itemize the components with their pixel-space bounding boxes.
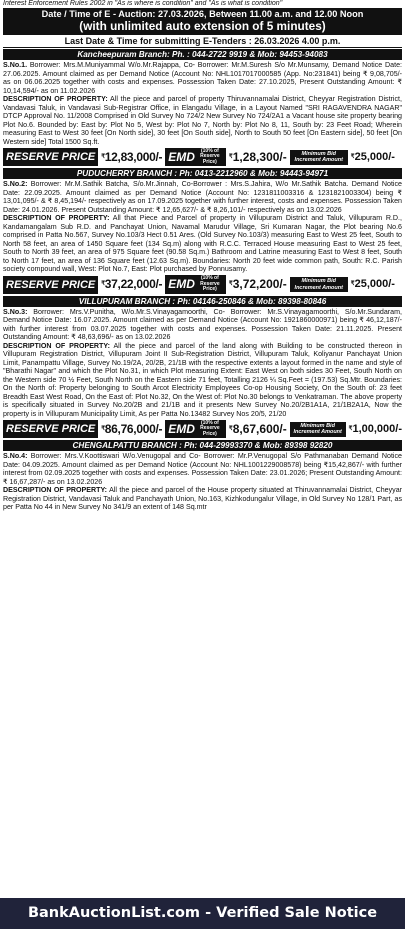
serial-number: S.No.4: [3,452,28,460]
branch-header: PUDUCHERRY BRANCH : Ph: 0413-2212960 & Mob: 94443-94971 [3,168,402,179]
reserve-price-label: RESERVE PRICE [3,148,98,166]
emd-label: EMD (10% of Reserve Price) [165,420,226,439]
reserve-price-value: ₹86,76,000/- [101,421,163,436]
serial-number: S.No.3: [3,307,28,316]
min-bid-label: Minimum Bid Increment Amount [290,150,348,165]
footer-banner: BankAuctionList.com - Verified Sale Notice [0,898,405,929]
description-heading: DESCRIPTION OF PROPERTY: [3,486,108,494]
emd-label: EMD (10% of Reserve Price) [165,275,226,294]
property-description: All the piece and parcel of the House property situated at Thiruvannamalai District, Cheyyar Registration District, Vandavasi Taluk and Panchayath Union, No.163, Kizhkodungalur Village, in Old Survey No 128/1 Part, as per Patta No 44 in New Survey No 341/9 an extent of 148 Sq.mtr [3,486,402,511]
description-heading: DESCRIPTION OF PROPERTY: [3,214,110,222]
property-item [3,452,402,512]
last-date-line: Last Date & Time for submitting E-Tenders : 26.03.2026 4.00 p.m. [3,35,402,48]
min-bid-label: Minimum Bid Increment Amount [290,277,348,292]
serial-number: S.No.2: [3,180,28,188]
emd-value: ₹3,72,200/- [228,277,287,292]
min-bid-label: Minimum Bid Increment Amount [290,422,346,437]
reserve-price-label: RESERVE PRICE [3,276,98,294]
emd-label: EMD (10% of Reserve Price) [165,148,226,167]
min-bid-value: ₹1,00,000/- [348,422,402,435]
branch-header: VILLUPURAM BRANCH : Ph: 04146-250846 & Mob: 89398-80846 [3,296,402,307]
description-heading: DESCRIPTION OF PROPERTY: [3,95,108,103]
price-row [3,275,402,295]
property-item [3,308,402,419]
borrower-details: Borrower: Mrs.V.Punitha, W/o.Mr.S.Vinayagamoorthi, Co- Borrower: Mr.S.Vinayagamoorthi, S/o.Mr.Sundaram, Demand Notice Date: 16.07.2025. Amount claimed as per Demand Notice (Account No: 1921860000971) being ₹ 46,12,187/- with further interest from 03.07.2025 together with costs and expenses. Possession Taken Date: 21.11.2025. Present Outstanding Amount: ₹ 48,63,696/- as on 13.02.2026 [3,307,402,341]
borrower-details: Borrower: Mrs.V.Koottiswari W/o.Venugopal and Co- Borrower: Mr.P.Venugopal S/o Pathmanaban Demand Notice Date: 04.09.2025. Amount claimed as per Demand Notice (Account No: NHL1001229008578) being ₹15,42,867/- with further interest from 02.09.2025 together with costs and expenses. Possession Taken Date: 23.01.2026; Present Outstanding Amount: ₹ 16,67,287/- as on 13.02.2026 [3,452,402,486]
reserve-price-value: ₹12,83,000/- [101,149,163,164]
notice-top-line: Interest Enforcement Rules 2002 in "As is where is condition" and "As is what is condition" [3,0,283,7]
borrower-details: Borrower: Mrs.M.Muniyammal W/o.Mr.Rajappa, Co- Borrower: Mr.M.Suresh S/o Mr.Munsamy, Demand Notice Date: 27.06.2025. Amount claimed as per Demand Notice (Account No: NHL1017017000585 (App. No:231841) being ₹ 9,08,705/- as on 06.06.2025 together with costs and expenses. Possession Taken Date: 27.10.2025, Present Outstanding Amount: ₹ 10,14,594/- as on 11.02.2026 [3,61,402,95]
property-description: All that Piece and Parcel of property in Villupuram District and Taluk, Villupuram R.D., Kandamangalam Sub R.D. and Panchayat Union, Navamal Marudur Village, Sri Kumaran Nagar, the Plot bearing No.6 comprised in Patta No.567, Survey No.103/3 Hect 0.51 Ares. (Old Survey No.103/3) measuring East to West 25 feet, South to North 58 feet, an area of 1450 Square feet (134 Sq.m) along with R.C.C. Terraced House measuring East to West 25 feet, South to North 39 feet, an area of 975 Square feet (90.58 Sq.m.) Bathroom and Latrine measuring East to West 8 feet, South to North 17 feet, an area of 136 Square feet (12.63 Sq.m). Boundaries: North 20 feet wide common path, South: R.C. Parish society compound wall, West: Plot No.7, East: Plot purchased by Ponnusamy. [3,214,402,273]
serial-number: S.No.1. [3,61,28,69]
reserve-price-label: RESERVE PRICE [3,420,98,438]
emd-value: ₹1,28,300/- [228,149,287,164]
branch-header: Kancheepuram Branch: Ph. : 044-2722 9919 & Mob: 94453-94083 [3,49,402,60]
min-bid-value: ₹25,000/- [350,278,395,291]
emd-value: ₹8,67,600/- [228,421,287,436]
auction-date-box [3,8,402,35]
price-row [3,147,402,167]
property-item [3,180,402,274]
property-description: All the piece and parcel of property Thiruvannamalai District, Cheyyar Registration District, Vandavasi Taluk, in Vandavasi Sub-Registrar Office, in Elangadu Village, in a Layout Named "SRI RAGAVENDRA NAGAR" DTCP Approval No. 11/2008 Comprised in Old Survey No 724/2 New Survey No 724/2A1 a Vacant house site property bearing Plot No.6. Bounded by: East by: Plot No 5, West by: Plot No 7, North by: Plot No 8, 11, South by: 23 Feet Road; Wherein measuring East to West 30 feet [On North side], 30 feet [On South side], North to South 50 feet [On Eastern side], 50 feet [On Western side] Total 1500 Sq.ft. [3,95,402,146]
min-bid-value: ₹25,000/- [350,150,395,163]
reserve-price-value: ₹37,22,000/- [101,277,163,292]
property-item [3,61,402,146]
borrower-details: Borrower: Mr.M.Sathik Batcha, S/o.Mr.Jinnah, Co-Borrower : Mrs.S.Jahira, W/o Mr.Sathik Batcha. Demand Notice Date: 22.09.2025. Amount claimed as per Demand Notice (Account No: 1231811003316 & 1231821003304) being ₹ 13,01,095/- & ₹ 8,45,194/- respectively as on 17.09.2025 together with further interest, costs and expenses. Possession Taken Date: 24.01.2026. Present Outstanding Amount: ₹ 12,65,627/- & ₹ 8,26,101/- respectively as on 13.02.2026 [3,180,402,214]
property-description: All the piece and parcel of the land along with Building to be constructed thereon in Villupuram Registration District, Villupuram Joint II Sub-Registration District, Villupuram Taluk, Koliyanur Panchayat Union Limit, Panampattu Village, Survey No.19/2A, 20/2B, 21/1B with the respective extents a layout formed in the name and style of "Bharathi Nagar" and which the Plot No.31, in which Plot measuring Extent: East West on both sides 30 Feet, South North on the Western side 70 ½ Feet, South North on the Eastern side 71 feet, Totalling 2126 ¼ Sq.Feet = (197.53) Sq.Mtr. Boundaries: On the North of: Property belonging to South Arcot Electricity Employees Co-op Housing Society, On the South of: 23 feet Breadth East West Road, On the East of: Plot No.32, On the West of: Plot No.30 belongs to Venkatraman. The above property is specifically situated in Survey No.20/2B and 21/1B and it presents New Survey No.20/2B1A1A, 21/1B2A1A, Now the property is in Villupuram Municipality Limit, As per Patta No.13482 Survey Nos 20/5, 21/20 [3,341,402,418]
branch-header: CHENGALPATTU BRANCH : Ph: 044-29993370 & Mob: 89398 92820 [3,440,402,451]
description-heading: DESCRIPTION OF PROPERTY: [3,341,110,350]
auto-extension-line: (with unlimited auto extension of 5 minutes) [79,19,326,33]
price-row [3,419,402,439]
auction-date-line: Date / Time of E - Auction: 27.03.2026, Between 11.00 a.m. and 12.00 Noon [41,9,364,19]
